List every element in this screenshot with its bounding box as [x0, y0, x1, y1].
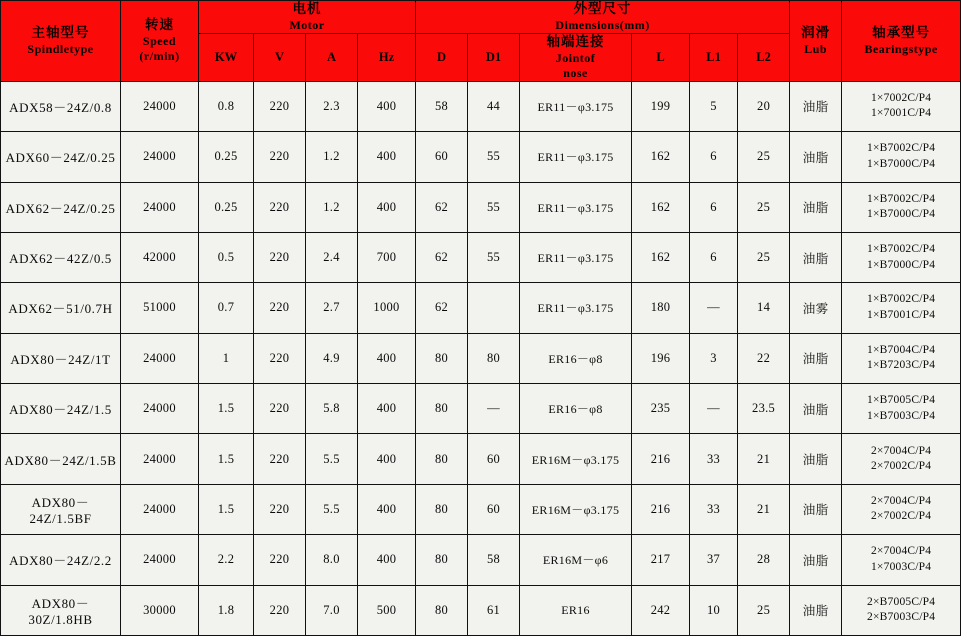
header-bearing: [842, 1, 961, 82]
cell-l2: 21: [738, 434, 790, 484]
cell-l2: 25: [738, 232, 790, 282]
cell-kw: 0.25: [199, 132, 254, 182]
header-joint-en2: nose: [563, 65, 588, 80]
bearing-line-2: 2×7002C/P4: [870, 510, 932, 523]
cell-d1: 60: [468, 434, 520, 484]
cell-v: 220: [254, 585, 306, 636]
table-row: [1, 232, 961, 282]
cell-speed: 24000: [121, 434, 199, 484]
cell-l2: 25: [738, 585, 790, 636]
cell-kw: 1.5: [199, 384, 254, 434]
header-motor: [199, 1, 416, 34]
table-row: [1, 484, 961, 534]
cell-speed: 24000: [121, 81, 199, 131]
cell-l: 216: [632, 434, 690, 484]
header-a: A: [306, 33, 358, 81]
cell-kw: 1.8: [199, 585, 254, 636]
header-spindle-type-cn: 主轴型号: [31, 24, 90, 40]
cell-d: 62: [416, 182, 468, 232]
cell-model: ADX58－24Z/0.8: [1, 81, 121, 131]
header-d: D: [416, 33, 468, 81]
bearing-line-1: 1×B7005C/P4: [867, 394, 936, 407]
cell-l: 162: [632, 132, 690, 182]
cell-l1: 33: [690, 484, 738, 534]
cell-v: 220: [254, 283, 306, 333]
cell-bearing: [842, 283, 961, 333]
cell-l1: 5: [690, 81, 738, 131]
table-row: [1, 81, 961, 131]
cell-l: 196: [632, 333, 690, 383]
cell-lub: 油脂: [790, 384, 842, 434]
cell-kw: 1.5: [199, 484, 254, 534]
cell-speed: 24000: [121, 535, 199, 585]
cell-l: 217: [632, 535, 690, 585]
cell-joint: ER16－φ8: [520, 384, 632, 434]
cell-l: 242: [632, 585, 690, 636]
cell-d: 60: [416, 132, 468, 182]
header-joint-cn: 轴端连接: [546, 33, 605, 49]
cell-d: 62: [416, 232, 468, 282]
cell-kw: 0.7: [199, 283, 254, 333]
cell-v: 220: [254, 232, 306, 282]
cell-v: 220: [254, 434, 306, 484]
cell-d: 80: [416, 585, 468, 636]
cell-l2: 23.5: [738, 384, 790, 434]
cell-l1: 10: [690, 585, 738, 636]
cell-hz: 400: [358, 384, 416, 434]
header-l1: L1: [690, 33, 738, 81]
bearing-line-2: 1×B7000C/P4: [867, 157, 936, 170]
cell-l: 216: [632, 484, 690, 534]
cell-speed: 24000: [121, 333, 199, 383]
cell-hz: 1000: [358, 283, 416, 333]
cell-hz: 400: [358, 132, 416, 182]
header-joint-en: Jointof: [555, 50, 596, 65]
table-row: [1, 132, 961, 182]
cell-joint: ER16－φ8: [520, 333, 632, 383]
table-header: [1, 1, 961, 82]
cell-bearing: [842, 535, 961, 585]
cell-d: 80: [416, 384, 468, 434]
cell-hz: 400: [358, 484, 416, 534]
cell-joint: ER11－φ3.175: [520, 283, 632, 333]
cell-lub: 油脂: [790, 434, 842, 484]
table-body: [1, 81, 961, 635]
bearing-line-2: 2×7002C/P4: [870, 460, 932, 473]
cell-d1: 60: [468, 484, 520, 534]
cell-lub: 油脂: [790, 333, 842, 383]
header-speed-unit: (r/min): [139, 49, 180, 64]
bearing-line-2: 2×B7003C/P4: [867, 611, 936, 624]
table-row: [1, 333, 961, 383]
cell-l1: 33: [690, 434, 738, 484]
bearing-line-2: 1×B7001C/P4: [867, 308, 936, 321]
bearing-line-1: 2×7004C/P4: [870, 545, 932, 558]
cell-v: 220: [254, 484, 306, 534]
cell-bearing: [842, 484, 961, 534]
bearing-line-1: 1×B7002C/P4: [867, 142, 936, 155]
cell-l: 235: [632, 384, 690, 434]
header-l: L: [632, 33, 690, 81]
bearing-line-2: 1×7001C/P4: [870, 107, 932, 120]
bearing-line-1: 2×7004C/P4: [870, 494, 932, 507]
cell-a: 1.2: [306, 132, 358, 182]
cell-d1: 55: [468, 132, 520, 182]
header-d1: D1: [468, 33, 520, 81]
header-motor-cn: 电机: [292, 1, 322, 16]
cell-speed: 24000: [121, 182, 199, 232]
header-bearing-cn: 轴承型号: [872, 24, 931, 40]
cell-speed: 24000: [121, 484, 199, 534]
header-spindle-type: [1, 1, 121, 82]
cell-model: ADX60－24Z/0.25: [1, 132, 121, 182]
cell-a: 5.8: [306, 384, 358, 434]
cell-v: 220: [254, 333, 306, 383]
bearing-line-1: 2×B7005C/P4: [867, 595, 936, 608]
table-row: [1, 283, 961, 333]
cell-a: 4.9: [306, 333, 358, 383]
cell-l2: 22: [738, 333, 790, 383]
cell-d1: 55: [468, 182, 520, 232]
cell-d: 80: [416, 484, 468, 534]
cell-model: ADX62－24Z/0.25: [1, 182, 121, 232]
cell-joint: ER11－φ3.175: [520, 132, 632, 182]
cell-joint: ER16M－φ6: [520, 535, 632, 585]
cell-a: 5.5: [306, 484, 358, 534]
header-dimensions-en: Dimensions(mm): [555, 17, 650, 32]
cell-model: ADX80－24Z/1T: [1, 333, 121, 383]
cell-l: 180: [632, 283, 690, 333]
cell-bearing: [842, 585, 961, 636]
bearing-line-2: 1×B7000C/P4: [867, 258, 936, 271]
cell-l: 162: [632, 232, 690, 282]
cell-d1: —: [468, 384, 520, 434]
cell-hz: 400: [358, 81, 416, 131]
cell-d1: 61: [468, 585, 520, 636]
header-spindle-type-en: Spindletype: [27, 41, 94, 56]
cell-d1: 55: [468, 232, 520, 282]
cell-a: 8.0: [306, 535, 358, 585]
header-hz: Hz: [358, 33, 416, 81]
cell-lub: 油脂: [790, 484, 842, 534]
cell-model: ADX80－24Z/1.5B: [1, 434, 121, 484]
cell-bearing: [842, 333, 961, 383]
cell-kw: 0.8: [199, 81, 254, 131]
cell-lub: 油脂: [790, 535, 842, 585]
header-joint: [520, 33, 632, 81]
cell-model: ADX80－30Z/1.8HB: [1, 585, 121, 636]
cell-hz: 400: [358, 434, 416, 484]
header-kw: KW: [199, 33, 254, 81]
cell-lub: 油雾: [790, 283, 842, 333]
cell-speed: 24000: [121, 132, 199, 182]
cell-d1: [468, 283, 520, 333]
cell-model: ADX62－51/0.7H: [1, 283, 121, 333]
bearing-line-1: 1×7002C/P4: [870, 91, 932, 104]
cell-bearing: [842, 182, 961, 232]
cell-hz: 400: [358, 535, 416, 585]
cell-hz: 400: [358, 333, 416, 383]
header-lub-cn: 润滑: [801, 24, 831, 40]
cell-l1: 37: [690, 535, 738, 585]
bearing-line-1: 1×B7002C/P4: [867, 243, 936, 256]
cell-lub: 油脂: [790, 81, 842, 131]
cell-bearing: [842, 434, 961, 484]
header-dimensions: [416, 1, 790, 34]
bearing-line-2: 1×B7003C/P4: [867, 409, 936, 422]
cell-l1: 6: [690, 132, 738, 182]
cell-joint: ER16M－φ3.175: [520, 484, 632, 534]
cell-l2: 25: [738, 132, 790, 182]
cell-speed: 51000: [121, 283, 199, 333]
cell-kw: 1.5: [199, 434, 254, 484]
cell-l1: —: [690, 283, 738, 333]
cell-lub: 油脂: [790, 232, 842, 282]
cell-joint: ER11－φ3.175: [520, 232, 632, 282]
cell-kw: 0.25: [199, 182, 254, 232]
cell-l2: 25: [738, 182, 790, 232]
cell-v: 220: [254, 182, 306, 232]
table-row: [1, 585, 961, 636]
bearing-line-1: 1×B7002C/P4: [867, 192, 936, 205]
header-lub: [790, 1, 842, 82]
cell-l1: 6: [690, 232, 738, 282]
cell-hz: 400: [358, 182, 416, 232]
cell-speed: 24000: [121, 384, 199, 434]
cell-lub: 油脂: [790, 182, 842, 232]
cell-v: 220: [254, 384, 306, 434]
cell-model: ADX80－24Z/1.5BF: [1, 484, 121, 534]
cell-bearing: [842, 232, 961, 282]
cell-bearing: [842, 132, 961, 182]
table-row: [1, 182, 961, 232]
cell-l2: 28: [738, 535, 790, 585]
header-row-top: [1, 1, 961, 34]
cell-bearing: [842, 81, 961, 131]
cell-d1: 44: [468, 81, 520, 131]
bearing-line-2: 1×B7203C/P4: [867, 359, 936, 372]
cell-model: ADX80－24Z/2.2: [1, 535, 121, 585]
cell-l1: 6: [690, 182, 738, 232]
cell-lub: 油脂: [790, 585, 842, 636]
cell-a: 1.2: [306, 182, 358, 232]
bearing-line-1: 1×B7002C/P4: [867, 293, 936, 306]
cell-d: 80: [416, 535, 468, 585]
cell-d: 62: [416, 283, 468, 333]
header-bearing-en: Bearingstype: [864, 41, 938, 56]
cell-l2: 14: [738, 283, 790, 333]
cell-joint: ER11－φ3.175: [520, 182, 632, 232]
table-row: [1, 434, 961, 484]
cell-d1: 80: [468, 333, 520, 383]
cell-l2: 20: [738, 81, 790, 131]
header-dimensions-cn: 外型尺寸: [573, 1, 632, 16]
header-speed: [121, 1, 199, 82]
cell-joint: ER16M－φ3.175: [520, 434, 632, 484]
cell-model: ADX80－24Z/1.5: [1, 384, 121, 434]
header-speed-cn: 转速: [145, 17, 174, 33]
cell-d: 58: [416, 81, 468, 131]
cell-a: 2.7: [306, 283, 358, 333]
cell-bearing: [842, 384, 961, 434]
cell-model: ADX62－42Z/0.5: [1, 232, 121, 282]
cell-d1: 58: [468, 535, 520, 585]
cell-l: 162: [632, 182, 690, 232]
header-lub-en: Lub: [804, 41, 828, 56]
cell-a: 2.4: [306, 232, 358, 282]
cell-kw: 0.5: [199, 232, 254, 282]
header-motor-en: Motor: [289, 17, 325, 32]
cell-a: 2.3: [306, 81, 358, 131]
cell-l1: —: [690, 384, 738, 434]
cell-d: 80: [416, 333, 468, 383]
cell-speed: 30000: [121, 585, 199, 636]
cell-a: 7.0: [306, 585, 358, 636]
bearing-line-1: 2×7004C/P4: [870, 444, 932, 457]
cell-a: 5.5: [306, 434, 358, 484]
cell-kw: 2.2: [199, 535, 254, 585]
cell-hz: 500: [358, 585, 416, 636]
table-row: [1, 535, 961, 585]
cell-v: 220: [254, 535, 306, 585]
cell-joint: ER16: [520, 585, 632, 636]
bearing-line-1: 1×B7004C/P4: [867, 343, 936, 356]
header-speed-en: Speed: [142, 34, 177, 49]
cell-d: 80: [416, 434, 468, 484]
cell-v: 220: [254, 132, 306, 182]
cell-joint: ER11－φ3.175: [520, 81, 632, 131]
cell-v: 220: [254, 81, 306, 131]
cell-l: 199: [632, 81, 690, 131]
cell-kw: 1: [199, 333, 254, 383]
header-v: V: [254, 33, 306, 81]
cell-lub: 油脂: [790, 132, 842, 182]
cell-hz: 700: [358, 232, 416, 282]
header-l2: L2: [738, 33, 790, 81]
bearing-line-2: 1×B7000C/P4: [867, 208, 936, 221]
cell-speed: 42000: [121, 232, 199, 282]
cell-l1: 3: [690, 333, 738, 383]
bearing-line-2: 1×7003C/P4: [870, 560, 932, 573]
cell-l2: 21: [738, 484, 790, 534]
table-row: [1, 384, 961, 434]
